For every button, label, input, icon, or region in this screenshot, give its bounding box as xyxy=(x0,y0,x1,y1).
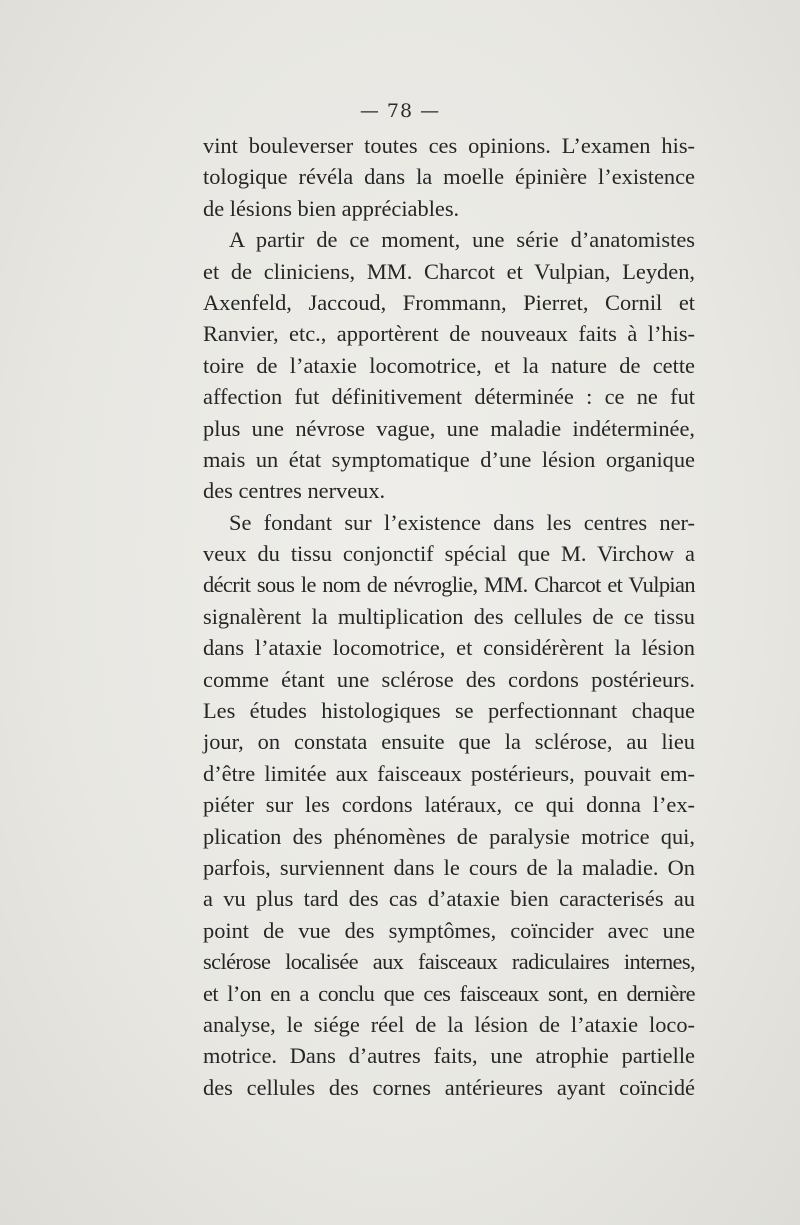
text-line: affection fut définitivement déterminée : ce ne fut xyxy=(203,384,695,410)
text-line: point de vue des symptômes, coïncider avec une xyxy=(203,917,695,943)
text-line: des cellules des cornes antérieures ayant coïncidé xyxy=(203,1074,695,1100)
text-line: motrice. Dans d’autres faits, une atrophie partielle xyxy=(203,1043,695,1069)
text-line: Axenfeld, Jaccoud, Frommann, Pierret, Cornil et xyxy=(203,289,695,315)
body-text xyxy=(203,130,695,1103)
text-line: piéter sur les cordons latéraux, ce qui donna l’ex- xyxy=(203,792,695,818)
text-line: Ranvier, etc., apportèrent de nouveaux faits à l’his- xyxy=(203,321,695,347)
text-line: tologique révéla dans la moelle épinière l’existence xyxy=(203,164,695,190)
text-line: des centres nerveux. xyxy=(203,478,386,504)
text-line: jour, on constata ensuite que la sclérose, au lieu xyxy=(203,729,695,755)
text-line: Les études histologiques se perfectionnant chaque xyxy=(203,698,695,724)
text-line: et l’on en a conclu que ces faisceaux sont, en dernière xyxy=(203,980,695,1006)
text-line: toire de l’ataxie locomotrice, et la nature de cette xyxy=(203,352,695,378)
text-line: signalèrent la multiplication des cellules de ce tissu xyxy=(203,603,695,629)
text-line: analyse, le siége réel de la lésion de l’ataxie loco- xyxy=(203,1011,695,1037)
text-line: décrit sous le nom de névroglie, MM. Charcot et Vulpian xyxy=(203,572,695,598)
text-line: comme étant une sclérose des cordons postérieurs. xyxy=(203,666,695,692)
text-line: vint bouleverser toutes ces opinions. L’examen his- xyxy=(203,133,695,158)
text-line: parfois, surviennent dans le cours de la maladie. On xyxy=(203,854,695,880)
text-line: veux du tissu conjonctif spécial que M. Virchow a xyxy=(203,541,695,567)
text-line: sclérose localisée aux faisceaux radiculaires internes, xyxy=(203,949,695,975)
text-line: mais un état symptomatique d’une lésion organique xyxy=(203,446,695,472)
text-line: Se fondant sur l’existence dans les centres ner- xyxy=(229,509,695,535)
text-line: dans l’ataxie locomotrice, et considérèrent la lésion xyxy=(203,635,695,661)
text-line: de lésions bien appréciables. xyxy=(203,195,460,221)
text-line: d’être limitée aux faisceaux postérieurs, pouvait em- xyxy=(203,760,695,786)
text-line: plus une névrose vague, une maladie indéterminée, xyxy=(203,415,695,441)
text-line: et de cliniciens, MM. Charcot et Vulpian, Leyden, xyxy=(203,258,695,284)
text-line: plication des phénomènes de paralysie motrice qui, xyxy=(203,823,695,849)
text-line: A partir de ce moment, une série d’anatomistes xyxy=(229,227,695,253)
text-line: a vu plus tard des cas d’ataxie bien caracterisés au xyxy=(203,886,695,912)
page-number: — 78 — xyxy=(359,100,441,122)
